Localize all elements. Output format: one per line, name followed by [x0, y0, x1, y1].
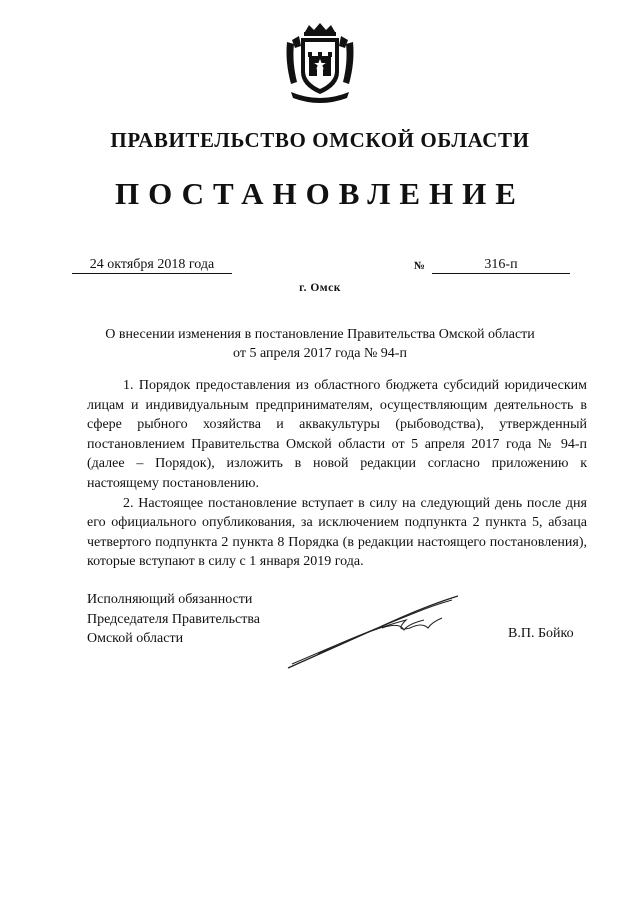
signer-position-line: Исполняющий обязанности	[87, 592, 253, 607]
document-city: г. Омск	[299, 282, 341, 294]
subject-line: от 5 апреля 2017 года № 94-п	[233, 346, 407, 361]
subject-line: О внесении изменения в постановление Правительства Омской области	[105, 327, 535, 342]
document-body	[87, 376, 587, 572]
signer-position-line: Омской области	[87, 631, 184, 647]
signer-position	[87, 590, 260, 649]
document-number: 316-п	[432, 256, 570, 274]
document-date: 24 октября 2018 года	[72, 256, 232, 274]
government-name: ПРАВИТЕЛЬСТВО ОМСКОЙ ОБЛАСТИ	[110, 128, 530, 152]
document-subject	[60, 325, 580, 363]
handwritten-signature	[282, 592, 472, 672]
coat-of-arms-icon	[283, 22, 357, 104]
paragraph: 1. Порядок предоставления из областного бюджета субсидий юридическим лицам и индивидуальным предпринимателям, осуществляющим деятельность в сфере рыбного хозяйства и аквакультуры (рыбоводства), утвержденный постановлением Правительства Омской области от 5 апреля 2017 года № 94-п (далее – Порядок), изложить в новой редакции согласно приложению к настоящему постановлению.	[87, 378, 587, 491]
number-sign: №	[414, 260, 426, 272]
document-type: ПОСТАНОВЛЕНИЕ	[115, 176, 525, 211]
paragraph: 2. Настоящее постановление вступает в силу на следующий день после дня его официального опубликования, за исключением подпункта 2 пункта 5, абзаца четвертого подпункта 2 пункта 8 Порядка (в редакции настоящего постановления), которые вступают в силу с 1 января 2019 года.	[87, 495, 587, 570]
signer-position-line: Председателя Правительства	[87, 611, 261, 627]
signer-name: В.П. Бойко	[508, 626, 574, 641]
